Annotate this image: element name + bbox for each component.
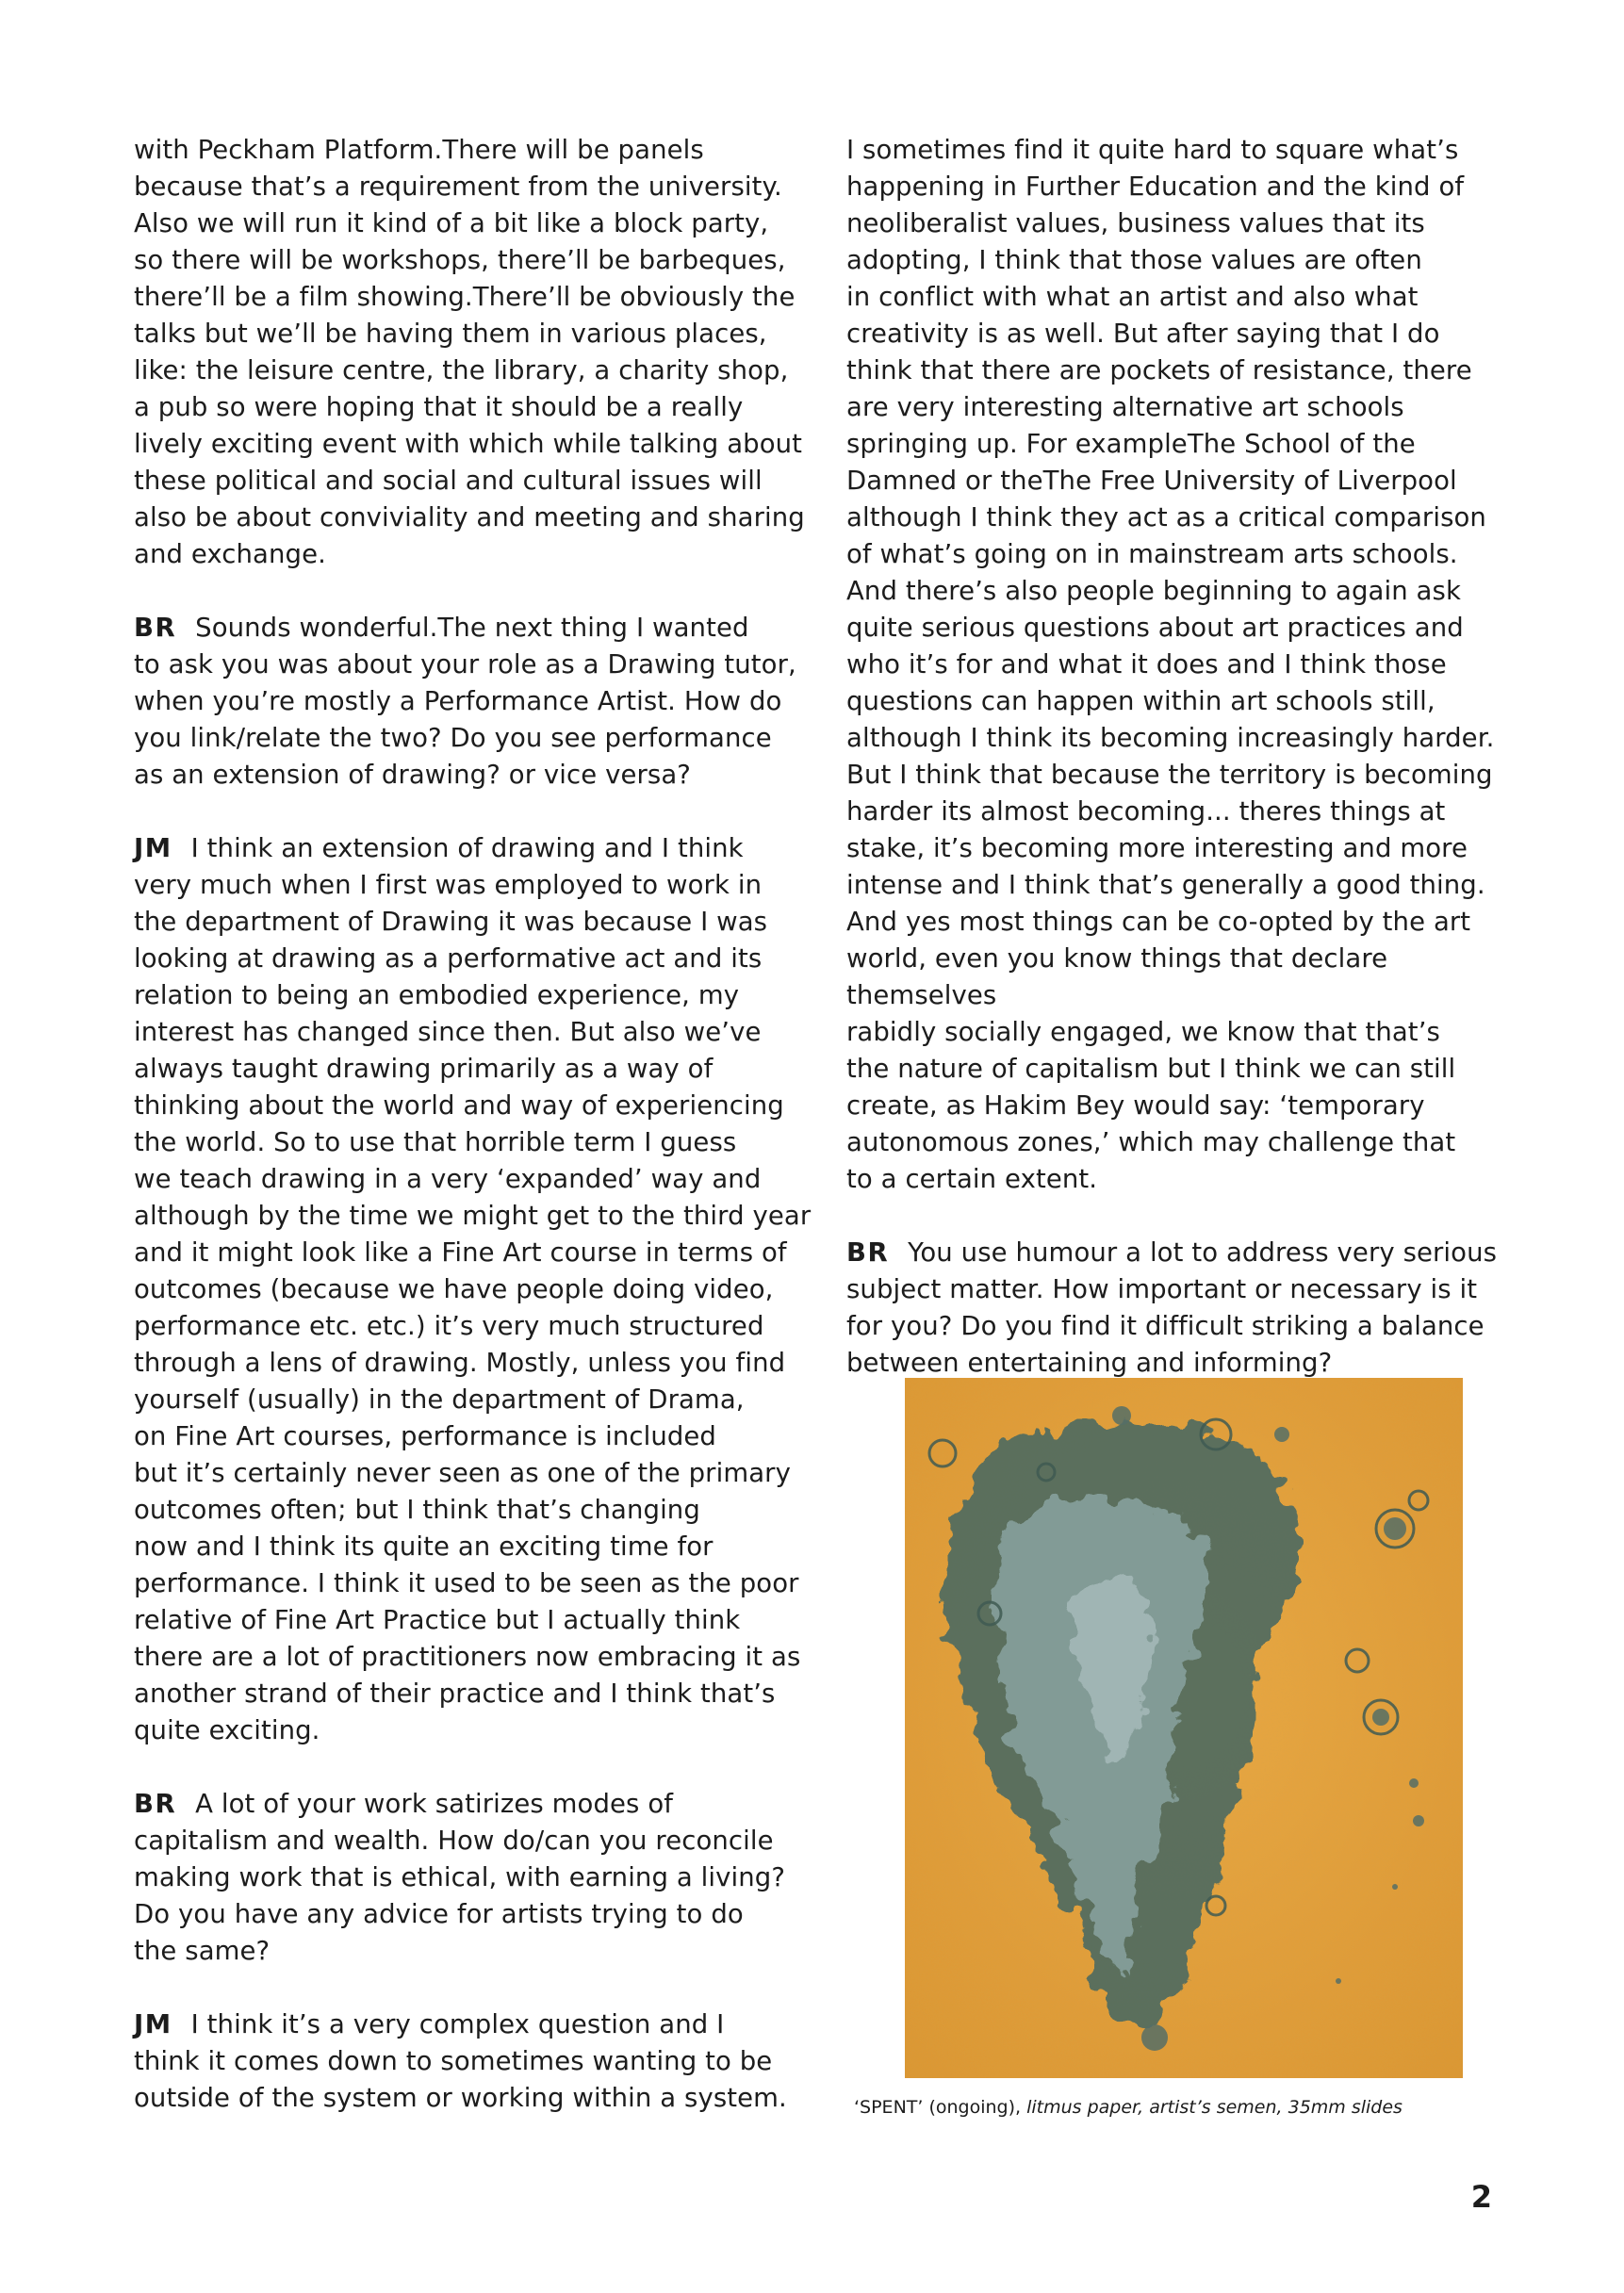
caption-materials: litmus paper, artist’s semen, 35mm slides <box>1026 2097 1403 2118</box>
paragraph <box>846 132 1525 1198</box>
speaker-initials: BR <box>134 1789 177 1819</box>
paragraph-text: with Peckham Platform.There will be panels because that’s a requirement from the university. Also we will run it kind of a bit like a block party, so there will be workshops, there’ll be barbeques, there’ll be a film showing.There’ll be obviously the talks but we’ll be having them in various places, like: the leisure centre, the library, a charity shop, a pub so were hoping that it should be a really lively exciting event with which while talking about these political and social and cultural issues will also be about conviviality and meeting and sharing and exchange. <box>134 135 805 569</box>
page-number: 2 <box>1470 2179 1492 2215</box>
speaker-initials: JM <box>134 2009 172 2039</box>
paragraph-text: A lot of your work satirizes modes of capitalism and wealth. How do/can you reconcile making work that is ethical, with earning a living? Do you have any advice for artists trying to do the same? <box>134 1789 786 1966</box>
paragraph <box>846 1235 1525 1382</box>
caption-title: ‘SPENT’ (ongoing), <box>854 2097 1022 2118</box>
paragraph <box>134 830 812 1749</box>
paragraph <box>134 132 812 573</box>
paragraph <box>134 2006 812 2117</box>
left-column <box>134 132 812 2154</box>
paragraph-text: I think it’s a very complex question and I think it comes down to sometimes wanting to be outside of the system or working within a system. <box>134 2009 787 2113</box>
paragraph-text: You use humour a lot to address very serious subject matter. How important or necessary is it for you? Do you find it difficult striking a balance between entertaining and informing? <box>846 1237 1498 1378</box>
speaker-initials: BR <box>846 1237 890 1268</box>
paragraph <box>134 1786 812 1970</box>
paragraph-text: I sometimes find it quite hard to square what’s happening in Further Education and the kind of neoliberalist values, business values that its adopting, I think that those values are often in conflict with what an artist and also what creativity is as well. But after saying that I do think that there are pockets of resistance, there are very interesting alternative art schools springing up. For exampleThe School of the Damned or theThe Free University of Liverpool although I think they act as a critical comparison of what’s going on in mainstream arts schools. And there’s also people beginning to again ask quite serious questions about art practices and who it’s for and what it does and I think those questions can happen within art schools still, although I think its becoming increasingly harder. But I think that because the territory is becoming harder its almost becoming... theres things at stake, it’s becoming more interesting and more intense and I think that’s generally a good thing. And yes most things can be co-opted by the art world, even you know things that declare themselves rabidly socially engaged, we know that that’s the nature of capitalism but I think we can still create, as Hakim Bey would say: ‘temporary autonomous zones,’ which may challenge that to a certain extent. <box>846 135 1495 1194</box>
paragraph <box>134 610 812 794</box>
paragraph-text: I think an extension of drawing and I think very much when I first was employed to work in the department of Drawing it was because I was looking at drawing as a performative act and its relation to being an embodied experience, my interest has changed since then. But also we’ve always taught drawing primarily as a way of thinking about the world and way of experiencing the world. So to use that horrible term I guess we teach drawing in a very ‘expanded’ way and although by the time we might get to the third year and it might look like a Fine Art course in terms of outcomes (because we have people doing video, performance etc. etc.) it’s very much structured through a lens of drawing. Mostly, unless you find yourself (usually) in the department of Drama, on Fine Art courses, performance is included but it’s certainly never seen as one of the primary outcomes often; but I think that’s changing now and I think its quite an exciting time for performance. I think it used to be seen as the poor relative of Fine Art Practice but I actually think there are a lot of practitioners now embracing it as another strand of their practice and I think that’s quite exciting. <box>134 833 812 1745</box>
speaker-initials: JM <box>134 833 172 863</box>
paragraph-text: Sounds wonderful.The next thing I wanted to ask you was about your role as a Drawing tutor, when you’re mostly a Performance Artist. How do you link/relate the two? Do you see performance as an extension of drawing? or vice versa? <box>134 613 796 790</box>
speaker-initials: BR <box>134 613 177 643</box>
artwork-image <box>905 1378 1463 2078</box>
right-column <box>846 132 1525 1418</box>
figure-caption <box>854 2094 1403 2121</box>
